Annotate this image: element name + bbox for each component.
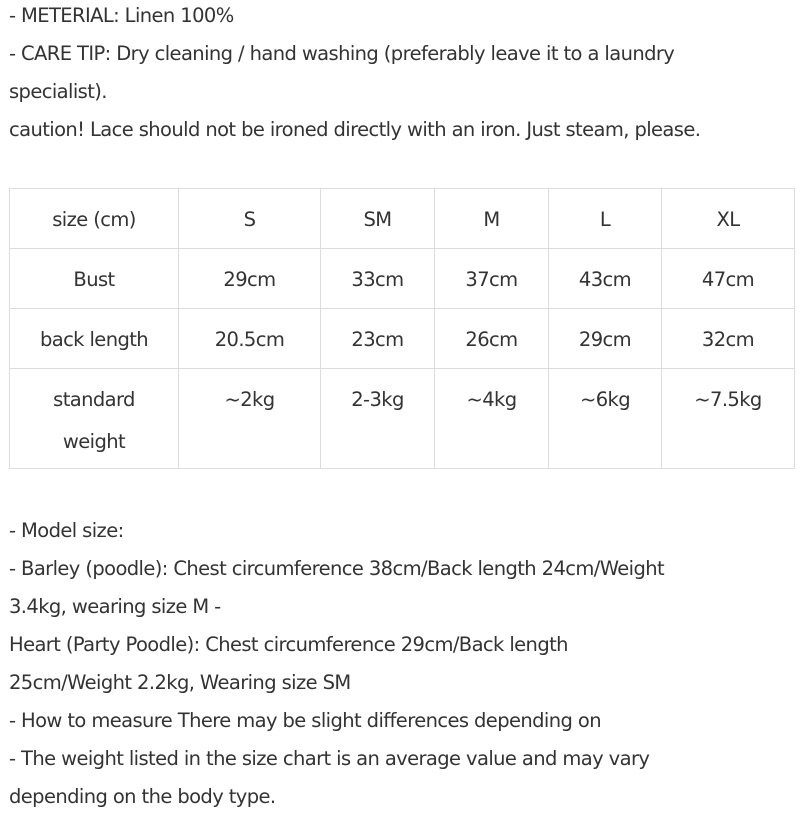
table-cell: 37cm: [435, 249, 549, 309]
header-cell-l: L: [549, 189, 662, 249]
header-cell-size: size (cm): [10, 189, 179, 249]
table-cell: 26cm: [435, 309, 549, 369]
row-label-back-length: back length: [10, 309, 179, 369]
measure-note-line: - How to measure There may be slight differences depending on: [9, 709, 601, 732]
table-cell: 2-3kg: [321, 369, 435, 469]
table-cell: 20.5cm: [179, 309, 321, 369]
table-cell: ~4kg: [435, 369, 549, 469]
weight-note-line: - The weight listed in the size chart is an average value and may vary: [9, 747, 650, 770]
table-cell: 47cm: [662, 249, 795, 309]
model-size-heading: - Model size:: [9, 519, 124, 542]
table-cell: ~2kg: [179, 369, 321, 469]
header-cell-xl: XL: [662, 189, 795, 249]
table-row: [10, 369, 795, 469]
material-line: - METERIAL: Linen 100%: [9, 4, 234, 27]
model-heart-line: Heart (Party Poodle): Chest circumference 29cm/Back length: [9, 633, 568, 656]
size-chart-table: [9, 188, 795, 469]
table-cell: 33cm: [321, 249, 435, 309]
care-instructions: [9, 0, 700, 149]
header-cell-s: S: [179, 189, 321, 249]
table-cell: 29cm: [549, 309, 662, 369]
table-row: [10, 309, 795, 369]
caution-line: caution! Lace should not be ironed directly with an iron. Just steam, please.: [9, 118, 701, 141]
table-cell: ~7.5kg: [662, 369, 795, 469]
table-row: [10, 249, 795, 309]
model-barley-line: - Barley (poodle): Chest circumference 38cm/Back length 24cm/Weight: [9, 557, 665, 580]
weight-note-line-continued: depending on the body type.: [9, 785, 276, 808]
table-header-row: [10, 189, 795, 249]
model-size-info: [9, 512, 664, 816]
table-cell: 32cm: [662, 309, 795, 369]
row-label-standard-weight: standard weight: [10, 369, 179, 469]
care-tip-line-continued: specialist).: [9, 80, 107, 103]
table-cell: 29cm: [179, 249, 321, 309]
row-label-bust: Bust: [10, 249, 179, 309]
table-cell: ~6kg: [549, 369, 662, 469]
header-cell-sm: SM: [321, 189, 435, 249]
table-cell: 43cm: [549, 249, 662, 309]
header-cell-m: M: [435, 189, 549, 249]
model-heart-line-continued: 25cm/Weight 2.2kg, Wearing size SM: [9, 671, 351, 694]
care-tip-line: - CARE TIP: Dry cleaning / hand washing (preferably leave it to a laundry: [9, 42, 675, 65]
model-barley-line-continued: 3.4kg, wearing size M -: [9, 595, 221, 618]
table-cell: 23cm: [321, 309, 435, 369]
